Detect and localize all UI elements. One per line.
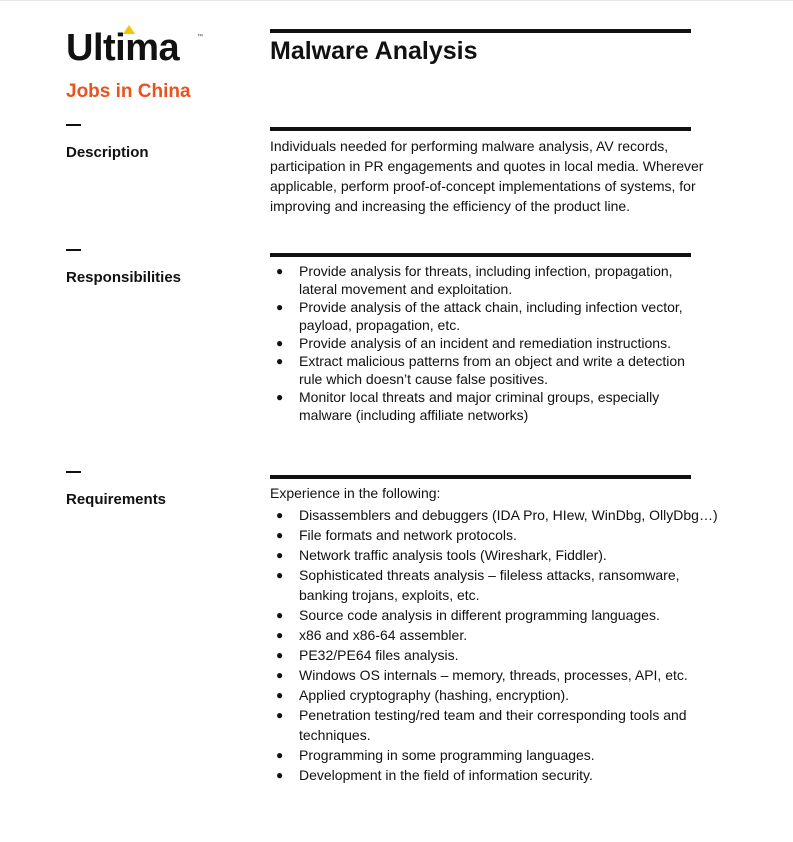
bullet-icon: ● <box>276 668 284 682</box>
page-top-border <box>0 0 793 1</box>
description-text: Individuals needed for performing malware analysis, AV records, participation in PR engagements and quotes in local media. Wherever applicable, perform proof-of-concept implementations of systems, for improving and increasing the efficiency of the product line. <box>270 138 704 214</box>
responsibility-item-text: Provide analysis of an incident and remediation instructions. <box>299 335 671 351</box>
requirement-item <box>270 745 730 765</box>
bullet-icon: ● <box>276 648 284 662</box>
requirement-item <box>270 665 730 685</box>
responsibilities-rule <box>270 253 691 257</box>
title-rule <box>270 29 691 33</box>
responsibility-item <box>270 262 700 298</box>
logo <box>66 28 179 68</box>
requirement-item-text: Disassemblers and debuggers (IDA Pro, HIew, WinDbg, OllyDbg…) <box>299 507 718 523</box>
bullet-icon: ● <box>276 748 284 762</box>
responsibilities-list <box>270 262 700 424</box>
bullet-icon: ● <box>276 354 284 368</box>
requirement-item-text: Sophisticated threats analysis – fileless attacks, ransomware, banking trojans, exploits, etc. <box>299 567 680 603</box>
requirement-item <box>270 545 730 565</box>
responsibilities-label: Responsibilities <box>66 269 182 286</box>
bullet-icon: ● <box>276 390 284 404</box>
requirement-item <box>270 505 730 525</box>
responsibility-item-text: Provide analysis for threats, including infection, propagation, lateral movement and exploitation. <box>299 263 673 297</box>
requirement-item <box>270 685 730 705</box>
bullet-icon: ● <box>276 528 284 542</box>
bullet-icon: ● <box>276 548 284 562</box>
job-title: Malware Analysis <box>270 37 478 65</box>
jobs-subtitle: Jobs in China <box>66 81 191 102</box>
requirement-item-text: Windows OS internals – memory, threads, processes, API, etc. <box>299 667 688 683</box>
requirement-item-text: Penetration testing/red team and their corresponding tools and techniques. <box>299 707 687 743</box>
requirement-item <box>270 645 730 665</box>
responsibility-item <box>270 352 700 388</box>
requirement-item <box>270 705 730 745</box>
responsibility-item <box>270 388 700 424</box>
requirement-item-text: PE32/PE64 files analysis. <box>299 647 459 663</box>
bullet-icon: ● <box>276 264 284 278</box>
requirement-item-text: Development in the field of information security. <box>299 767 593 783</box>
requirement-item-text: Applied cryptography (hashing, encryption). <box>299 687 570 703</box>
bullet-icon: ● <box>276 608 284 622</box>
bullet-icon: ● <box>276 688 284 702</box>
requirements-label: Requirements <box>66 491 167 508</box>
requirement-item <box>270 525 730 545</box>
requirement-item <box>270 625 730 645</box>
description-label: Description <box>66 144 149 161</box>
requirement-item <box>270 605 730 625</box>
requirements-intro: Experience in the following: <box>270 485 441 501</box>
bullet-icon: ● <box>276 568 284 582</box>
requirement-item-text: Programming in some programming languages. <box>299 747 595 763</box>
responsibilities-dash <box>66 249 81 251</box>
requirement-item <box>270 565 730 605</box>
requirement-item-text: Network traffic analysis tools (Wireshark, Fiddler). <box>299 547 607 563</box>
responsibility-item-text: Extract malicious patterns from an object and write a detection rule which doesn’t cause false positives. <box>299 353 685 387</box>
logo-triangle-icon <box>123 25 135 34</box>
responsibility-item <box>270 334 700 352</box>
responsibility-item-text: Monitor local threats and major criminal groups, especially malware (including affiliate networks) <box>299 389 660 423</box>
requirement-item-text: File formats and network protocols. <box>299 527 517 543</box>
bullet-icon: ● <box>276 708 284 722</box>
description-rule <box>270 127 691 131</box>
responsibility-item-text: Provide analysis of the attack chain, including infection vector, payload, propagation, etc. <box>299 299 683 333</box>
responsibility-item <box>270 298 700 334</box>
bullet-icon: ● <box>276 508 284 522</box>
requirement-item <box>270 765 730 785</box>
bullet-icon: ● <box>276 300 284 314</box>
description-dash <box>66 124 81 126</box>
requirements-dash <box>66 471 81 473</box>
logo-text: Ultima <box>66 27 180 69</box>
trademark-symbol: ™ <box>197 34 203 40</box>
bullet-icon: ● <box>276 336 284 350</box>
requirements-list <box>270 505 730 785</box>
bullet-icon: ● <box>276 628 284 642</box>
requirement-item-text: x86 and x86-64 assembler. <box>299 627 468 643</box>
bullet-icon: ● <box>276 768 284 782</box>
requirement-item-text: Source code analysis in different programming languages. <box>299 607 660 623</box>
requirements-rule <box>270 475 691 479</box>
